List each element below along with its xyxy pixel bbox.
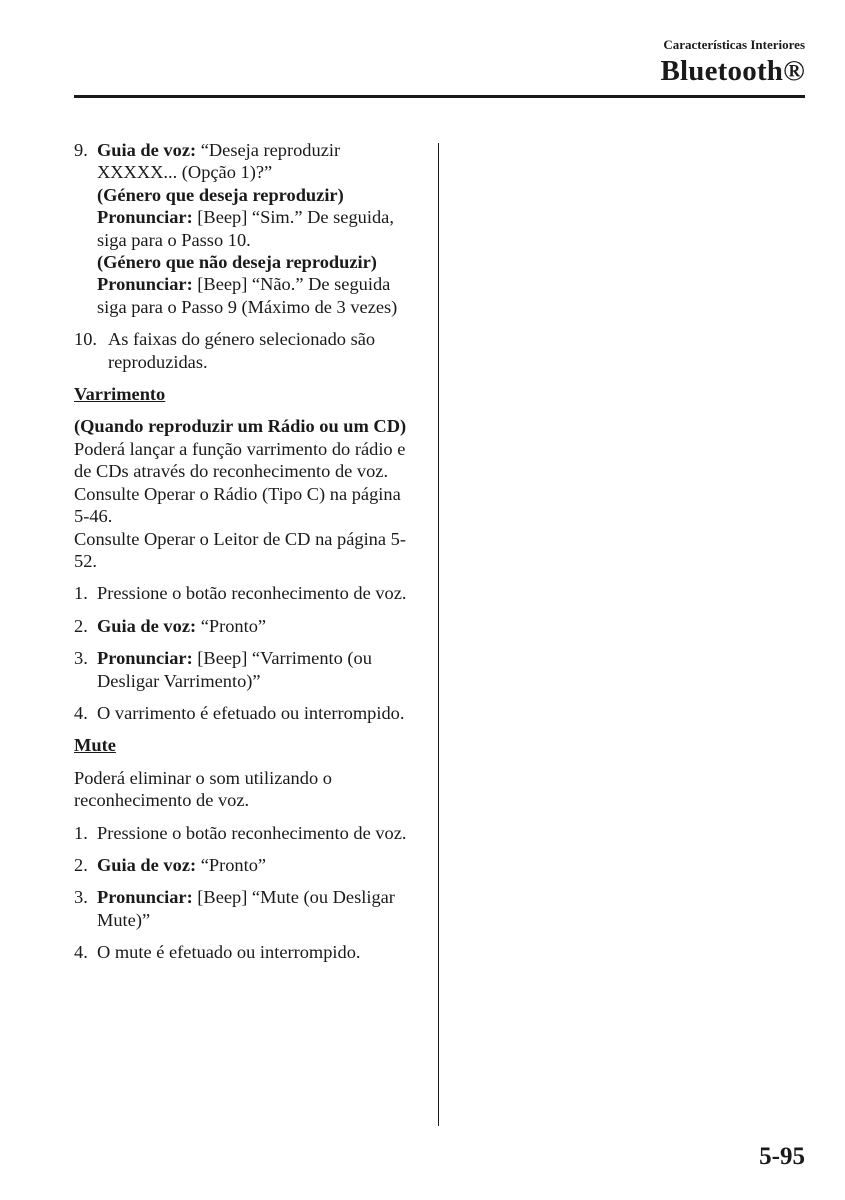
varrimento-heading: Varrimento — [74, 384, 166, 405]
page-number: 5-95 — [759, 1143, 805, 1170]
step-10 — [74, 328, 419, 373]
mute-heading: Mute — [74, 735, 116, 756]
step-9 — [74, 139, 419, 318]
case-label: (Género que não deseja reproduzir) — [97, 252, 377, 273]
voice-guide-label: Guia de voz: — [97, 140, 197, 160]
varrimento-step-4: 4. O varrimento é efetuado ou interrompido. — [74, 702, 405, 723]
section-title: Características Interiores — [663, 37, 805, 52]
pronounce-text: [Beep] “Não.” De seguida siga para o Passo 9 (Máximo de 3 vezes) — [97, 274, 398, 317]
header-rule — [74, 95, 805, 98]
step-number: 9. — [74, 140, 88, 160]
mute-step-1: 1. Pressione o botão reconhecimento de voz. — [74, 822, 407, 843]
pronounce-text: [Beep] “Sim.” De seguida, siga para o Passo 10. — [97, 207, 394, 250]
mute-step-3: 3. Pronunciar: [Beep] “Mute (ou Desligar Mute)” — [74, 887, 395, 930]
chapter-title: Bluetooth® — [660, 55, 805, 87]
mute-step-4: 4. O mute é efetuado ou interrompido. — [74, 942, 361, 963]
varrimento-step-1: 1. Pressione o botão reconhecimento de voz. — [74, 583, 407, 604]
case-label: (Género que deseja reproduzir) — [97, 184, 344, 205]
step-text: As faixas do género selecionado são reproduzidas. — [108, 329, 376, 372]
left-column — [74, 139, 419, 974]
voice-guide-text: “Deseja reproduzir XXXXX... (Opção 1)?” — [97, 140, 341, 183]
varrimento-step-2: 2. Guia de voz: “Pronto” — [74, 615, 267, 636]
mute-step-2: 2. Guia de voz: “Pronto” — [74, 854, 267, 875]
varrimento-step-3: 3. Pronunciar: [Beep] “Varrimento (ou Desligar Varrimento)” — [74, 648, 372, 691]
step-number: 10. — [74, 329, 97, 350]
mute-intro: Poderá eliminar o som utilizando o reconhecimento de voz. — [74, 767, 332, 811]
pronounce-label: Pronunciar: — [97, 207, 193, 228]
varrimento-subheading: (Quando reproduzir um Rádio ou um CD) — [74, 416, 407, 437]
varrimento-intro: Poderá lançar a função varrimento do rádio e de CDs através do reconhecimento de voz. Consulte Operar o Rádio (Tipo C) na página 5-46. Consulte Operar o Leitor de CD na página 5-52. — [74, 438, 406, 571]
column-divider — [438, 143, 439, 1126]
pronounce-label: Pronunciar: — [97, 274, 193, 295]
